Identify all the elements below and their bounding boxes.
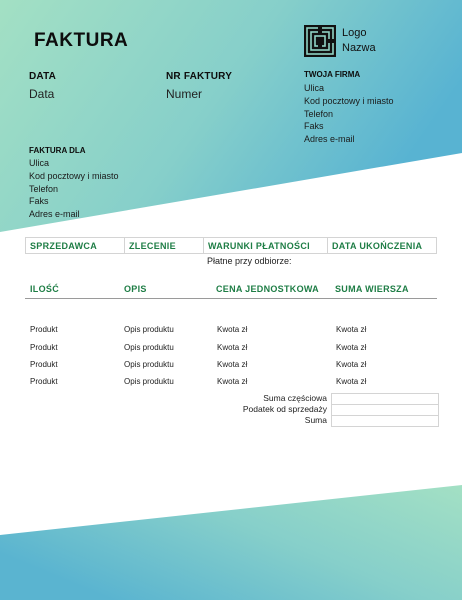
- item-quantity: Produkt: [30, 343, 58, 352]
- company-fax: Faks: [304, 121, 324, 132]
- item-quantity: Produkt: [30, 360, 58, 369]
- item-unit-price: Kwota zł: [217, 325, 248, 334]
- item-line-total: Kwota zł: [336, 343, 367, 352]
- order-header: ZLECENIE: [125, 238, 204, 254]
- date-value: Data: [29, 87, 55, 101]
- item-line-total: Kwota zł: [336, 325, 367, 334]
- item-description: Opis produktu: [124, 343, 174, 352]
- subtotal-label: Suma częściowa: [263, 393, 327, 403]
- item-unit-price: Kwota zł: [217, 360, 248, 369]
- line-total-header: SUMA WIERSZA: [335, 284, 409, 294]
- bill-to-street: Ulica: [29, 158, 50, 168]
- bill-to-phone: Telefon: [29, 183, 59, 194]
- description-header: OPIS: [124, 284, 147, 294]
- footer-gradient-background: [0, 480, 462, 600]
- item-unit-price: Kwota zł: [217, 377, 248, 386]
- sales-tax-label: Podatek od sprzedaży: [242, 404, 327, 414]
- company-email: Adres e-mail: [304, 134, 355, 145]
- bill-to-fax: Faks: [29, 196, 49, 207]
- bill-to-label: FAKTURA DLA: [29, 146, 86, 155]
- item-description: Opis produktu: [124, 325, 174, 334]
- item-description: Opis produktu: [124, 377, 174, 386]
- payment-terms-value: Płatne przy odbiorze:: [207, 256, 292, 266]
- invoice-number-value: Numer: [166, 87, 203, 101]
- item-unit-price: Kwota zł: [217, 343, 248, 352]
- payment-terms-header: WARUNKI PŁATNOŚCI: [204, 238, 328, 254]
- company-phone: Telefon: [304, 108, 334, 119]
- company-label: TWOJA FIRMA: [304, 70, 361, 79]
- unit-price-header: CENA JEDNOSTKOWA: [216, 284, 319, 294]
- item-line-total: Kwota zł: [336, 377, 367, 386]
- total-label: Suma: [304, 415, 327, 425]
- completion-date-header: DATA UKOŃCZENIA: [328, 238, 437, 254]
- logo-line-2: Nazwa: [342, 42, 376, 54]
- bill-to-address: [29, 157, 119, 221]
- quantity-header: ILOŚĆ: [30, 284, 60, 294]
- logo-line-1: Logo: [342, 27, 367, 39]
- company-street: Ulica: [304, 83, 325, 93]
- order-meta-header-row: [26, 238, 437, 254]
- company-postal: Kod pocztowy i miasto: [304, 95, 394, 106]
- company-address: [304, 82, 394, 146]
- maze-logo-icon: [304, 25, 336, 57]
- bill-to-email: Adres e-mail: [29, 209, 80, 220]
- item-quantity: Produkt: [30, 325, 58, 334]
- total-field: [331, 415, 439, 427]
- invoice-number-label: NR FAKTURY: [166, 71, 233, 82]
- seller-header: SPRZEDAWCA: [26, 238, 125, 254]
- item-quantity: Produkt: [30, 377, 58, 386]
- item-line-total: Kwota zł: [336, 360, 367, 369]
- date-label: DATA: [29, 71, 57, 82]
- bill-to-postal: Kod pocztowy i miasto: [29, 170, 119, 181]
- invoice-title: FAKTURA: [34, 30, 129, 51]
- logo-name: [342, 26, 376, 56]
- item-description: Opis produktu: [124, 360, 174, 369]
- order-meta-table: [25, 237, 437, 254]
